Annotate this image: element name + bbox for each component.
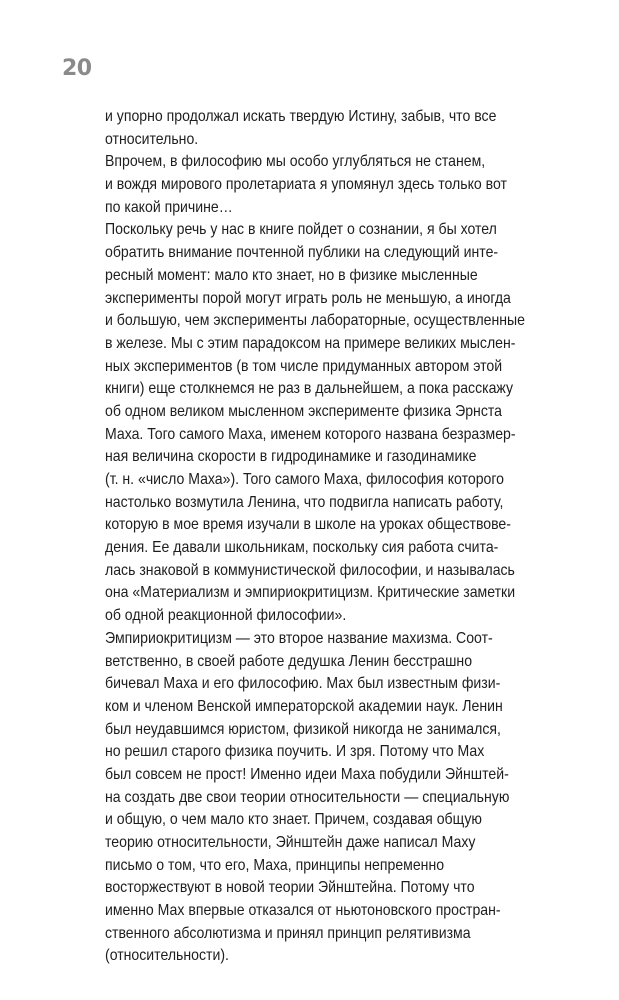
- text-line: (относительности).: [105, 947, 229, 965]
- text-line: настолько возмутила Ленина, что подвигла написать работу,: [105, 493, 504, 511]
- text-line: но решил старого физика поучить. И зря. Потому что Мах: [105, 743, 485, 761]
- text-line: относительно.: [105, 130, 199, 148]
- text-line: Впрочем, в философию мы особо углубляться не станем,: [105, 153, 486, 171]
- text-line: бичевал Маха и его философию. Мах был известным физи-: [105, 675, 501, 693]
- text-line: обратить внимание почтенной публики на следующий инте-: [105, 244, 499, 262]
- text-line: на создать две свои теории относительности — специальную: [105, 788, 510, 806]
- text-line: дения. Ее давали школьникам, поскольку сия работа счита-: [105, 539, 499, 557]
- text-line: Поскольку речь у нас в книге пойдет о сознании, я бы хотел: [105, 221, 497, 239]
- text-line: об одной реакционной философии».: [105, 607, 347, 625]
- text-line: теорию относительности, Эйнштейн даже написал Маху: [105, 834, 476, 851]
- text-line: письмо о том, что его, Маха, принципы непременно: [105, 856, 445, 874]
- text-line: Маха. Того самого Маха, именем которого названа безразмер-: [105, 425, 516, 443]
- text-line: и общую, о чем мало кто знает. Причем, создавая общую: [105, 811, 482, 829]
- text-line: ресный момент: мало кто знает, но в физике мысленные: [105, 266, 478, 284]
- text-line: ветственно, в своей работе дедушка Ленин бесстрашно: [105, 652, 473, 670]
- text-line: ная величина скорости в гидродинамике и газодинамике: [105, 448, 477, 466]
- page-number: 20: [62, 56, 92, 81]
- text-line: был неудавшимся юристом, физикой никогда не занимался,: [105, 720, 501, 738]
- text-line: в железе. Мы с этим парадоксом на примере великих мыслен-: [105, 334, 516, 352]
- text-line: эксперименты порой могут играть роль не меньшую, а иногда: [105, 289, 511, 307]
- text-line: об одном великом мысленном эксперименте физика Эрнста: [105, 402, 502, 420]
- text-line: был совсем не прост! Именно идеи Маха побудили Эйнштей-: [105, 765, 509, 783]
- text-line: ственного абсолютизма и принял принцип релятивизма: [105, 924, 471, 942]
- text-line: ных экспериментов (в том числе придуманных автором этой: [105, 357, 503, 375]
- text-line: восторжествуют в новой теории Эйнштейна. Потому что: [105, 879, 475, 897]
- text-line: она «Материализм и эмпириокритицизм. Критические заметки: [105, 584, 516, 602]
- body-text: [105, 106, 540, 968]
- text-line: именно Мах впервые отказался от ньютоновского простран-: [105, 902, 501, 920]
- text-line: лась знаковой в коммунистической философии, и называлась: [105, 561, 515, 579]
- text-line: (т. н. «число Маха»). Того самого Маха, философия которого: [105, 471, 505, 488]
- text-line: книги) еще столкнемся не раз в дальнейшем, а пока расскажу: [105, 380, 514, 398]
- text-line: Эмпириокритицизм — это второе название махизма. Соот-: [105, 629, 493, 647]
- text-line: и упорно продолжал искать твердую Истину, забыв, что все: [105, 108, 497, 125]
- text-line: ком и членом Венской императорской академии наук. Ленин: [105, 697, 503, 715]
- text-line: и большую, чем эксперименты лабораторные, осуществленные: [105, 312, 526, 330]
- text-line: которую в мое время изучали в школе на уроках обществове-: [105, 516, 511, 534]
- text-line: и вождя мирового пролетариата я упомянул здесь только вот: [105, 176, 507, 194]
- text-line: по какой причине…: [105, 198, 233, 216]
